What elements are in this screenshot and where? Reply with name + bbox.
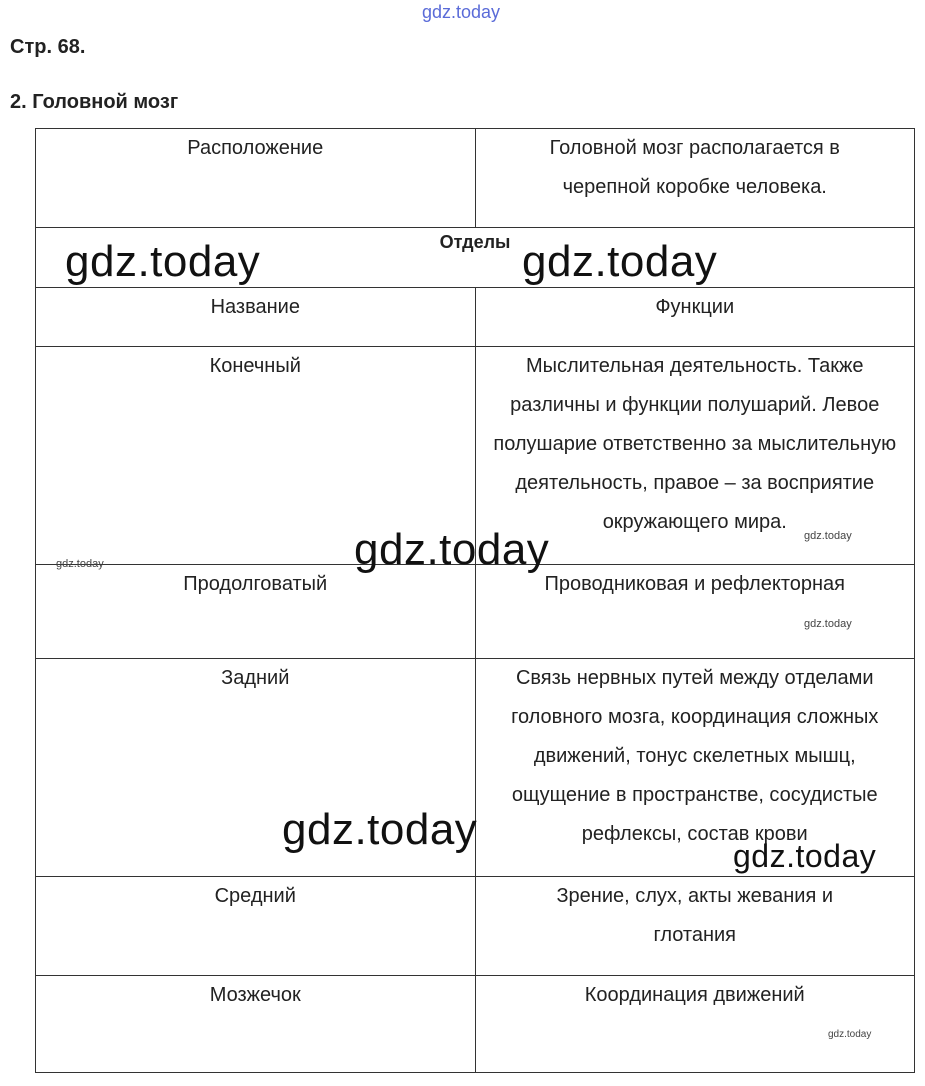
- divisions-header: Отделы: [36, 228, 915, 288]
- watermark-top: gdz.today: [422, 2, 501, 22]
- watermark: gdz.today: [828, 1029, 872, 1040]
- division-name: Конечный: [36, 347, 476, 565]
- watermark: gdz.today: [804, 618, 852, 630]
- division-name: Продолговатый: [36, 565, 476, 659]
- table-row: [36, 877, 915, 976]
- division-functions: Связь нервных путей между отделами головного мозга, координация сложных движений, тонус скелетных мышц, ощущение в пространстве, сосудистые рефлексы, состав крови: [475, 659, 915, 877]
- division-name: Задний: [36, 659, 476, 877]
- watermark: gdz.today: [354, 525, 550, 574]
- division-name: Средний: [36, 877, 476, 976]
- watermark: gdz.today: [65, 237, 261, 286]
- division-functions: Координация движений: [475, 976, 915, 1073]
- division-functions: Зрение, слух, акты жевания и глотания: [475, 877, 915, 976]
- watermark: gdz.today: [733, 838, 877, 874]
- table-row: [36, 129, 915, 228]
- watermark: gdz.today: [804, 530, 852, 542]
- section-title: 2. Головной мозг: [10, 91, 179, 113]
- page-label: Стр. 68.: [10, 36, 86, 58]
- table-row: [36, 288, 915, 347]
- division-functions: Мыслительная деятельность. Также различны и функции полушарий. Левое полушарие ответственно за мыслительную деятельность, правое – за восприятие окружающего мира.: [475, 347, 915, 565]
- division-name: Мозжечок: [36, 976, 476, 1073]
- location-value: Головной мозг располагается в черепной коробке человека.: [475, 129, 915, 228]
- table-row: [36, 976, 915, 1073]
- location-label: Расположение: [36, 129, 476, 228]
- column-header-functions: Функции: [475, 288, 915, 347]
- division-functions: Проводниковая и рефлекторная: [475, 565, 915, 659]
- watermark: gdz.today: [522, 237, 718, 286]
- table-row: [36, 565, 915, 659]
- column-header-name: Название: [36, 288, 476, 347]
- watermark: gdz.today: [282, 805, 478, 854]
- watermark: gdz.today: [56, 558, 104, 570]
